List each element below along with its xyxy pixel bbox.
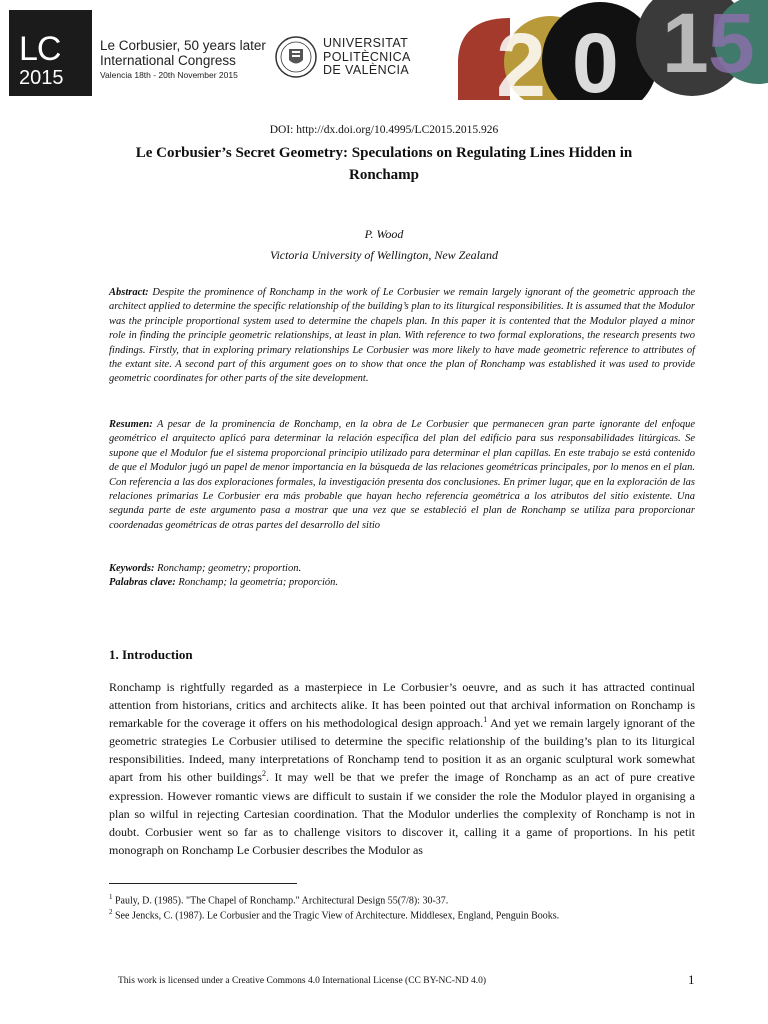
palabras-label: Palabras clave: <box>109 577 176 588</box>
footnote-1 <box>109 891 709 907</box>
license-footer[interactable]: This work is licensed under a Creative Commons 4.0 International License (CC BY-NC-ND 4.0) <box>118 976 487 986</box>
footnote-2-number: 2 <box>109 908 113 916</box>
intro-text-part-3: . It may well be that we prefer the image of Ronchamp as an act of pure creative expression. However romantic views are difficult to sustain if we consider the role the Modulor played in organising a plan so wilful in rejecting Cartesian coordination. That the Modulor underlies the complexity of Ronchamp is not in doubt. Corbusier went so far as to challenge visitors to discover it, calling it a game of proportions. In his petit monograph on Ronchamp Le Corbusier describes the Modulor as <box>109 770 696 857</box>
congress-subtitle: International Congress <box>100 53 236 68</box>
logo-year-text: 2015 <box>19 67 64 89</box>
section-heading-introduction: 1. Introduction <box>109 647 193 662</box>
resumen-paragraph <box>109 418 695 533</box>
university-line-2: POLITÈCNICA <box>323 49 411 64</box>
deco-digit-0: 0 <box>572 16 619 100</box>
university-name <box>323 37 411 78</box>
congress-info <box>100 38 266 81</box>
resumen-label: Resumen: <box>109 419 153 430</box>
introduction-paragraph <box>109 678 695 859</box>
footnote-1-number: 1 <box>109 893 113 901</box>
university-line-1: UNIVERSITAT <box>323 36 409 50</box>
footnote-ref-1[interactable]: 1 <box>483 715 488 725</box>
author-affiliation: Victoria University of Wellington, New Zealand <box>270 248 498 262</box>
abstract-label: Abstract: <box>109 287 149 298</box>
congress-dates: Valencia 18th - 20th November 2015 <box>100 70 238 80</box>
abstract-paragraph <box>109 286 695 387</box>
resumen-text: A pesar de la prominencia de Ronchamp, en la obra de Le Corbusier que permanecen gran parte ignorante del enfoque geométrico el arquitecto aplicó para determinar la relación específica del plan del edificio para sus responsabilidades litúrgicas. Se supone que el Modulor fue el sistema proporcional principio utilizado para determinar el plan capillas. En este trabajo se está contenido de que el Modulor jugó un papel de menor importancia en la búsqueda de las relaciones geométricas principales, por lo menos en el plan. Con referencia a las dos exploraciones formales, la investigación presenta dos conclusiones. En primer lugar, que en la exploración de las relaciones primarias Le Corbusier era más probable que hayan hecho referencia geométrica a los atributos del sitio existente. Una segunda parte de este argumento pasa a mostrar que una vez que se estableció el plan de Ronchamp se utiliza para proporcionar coordenadas geométricas de otras partes del desarrollo del sitio <box>109 419 695 531</box>
author-name: P. Wood <box>364 227 404 241</box>
doi-line[interactable]: DOI: http://dx.doi.org/10.4995/LC2015.2015.926 <box>269 124 499 136</box>
intro-text-part-2: And yet we remain largely ignorant of the geometric strategies Le Corbusier utilised to determine the specific relationship of the building’s plan to its liturgical responsibilities. Indeed, many interpretations of Ronchamp tend to position it as an organic sculptural work somewhat apart from his other buildings <box>109 716 696 785</box>
abstract-text: Despite the prominence of Ronchamp in the work of Le Corbusier we remain largely ignorant of the geometric approach the architect applied to determine the specific relationship of the building’s plan to its liturgical responsibilities. It is assumed that the Modulor was the principle proportional system used to determine the chapels plan. In this paper it is contented that the Modulor played a minor role in finding the principle geometric relationships, at least in plan. With reference to two formal explorations, the research presents two findings. Firstly, that in exploring primary relationships Le Corbusier was more likely to have made geometric reference to attributes of the extant site. A second part of this argument goes on to show that once the plan of Ronchamp was established it was used to provide geometric coordinates for other parts of the site development. <box>109 287 695 385</box>
footnote-ref-2[interactable]: 2 <box>261 769 266 779</box>
footnote-separator <box>109 883 297 884</box>
intro-text-part-1: Ronchamp is rightfully regarded as a masterpiece in Le Corbusier’s oeuvre, and as such it has attracted continual attention from historians, critics and architects alike. It has been pointed out that archival information on Ronchamp is remarkable for the coverage it offers on his methodological design approach. <box>109 680 695 731</box>
congress-header <box>0 0 768 100</box>
deco-digit-1: 1 <box>662 0 709 90</box>
decorative-2015-graphic <box>440 0 768 100</box>
paper-title: Le Corbusier’s Secret Geometry: Speculations on Regulating Lines Hidden in Ronchamp <box>135 145 633 183</box>
keywords-line <box>109 562 695 576</box>
university-seal-icon <box>274 35 318 79</box>
congress-title: Le Corbusier, 50 years later <box>100 38 266 53</box>
palabras-clave-line <box>109 576 695 590</box>
deco-digit-5: 5 <box>708 0 755 90</box>
page-number: 1 <box>688 972 695 987</box>
deco-digit-2: 2 <box>496 16 547 100</box>
keywords-label: Keywords: <box>109 563 155 574</box>
keywords-text: Ronchamp; geometry; proportion. <box>154 563 302 574</box>
university-line-3: DE VALÈNCIA <box>323 63 410 77</box>
logo-lc-text: LC <box>19 30 61 68</box>
palabras-text: Ronchamp; la geometría; proporción. <box>175 577 339 588</box>
footnote-2-text: See Jencks, C. (1987). Le Corbusier and the Tragic View of Architecture. Middlesex, England, Penguin Books. <box>112 910 560 922</box>
footnote-1-text: Pauly, D. (1985). "The Chapel of Ronchamp." Architectural Design 55(7/8): 30-37. <box>112 895 449 907</box>
footnote-2 <box>109 906 709 922</box>
lc2015-logo <box>9 10 92 96</box>
